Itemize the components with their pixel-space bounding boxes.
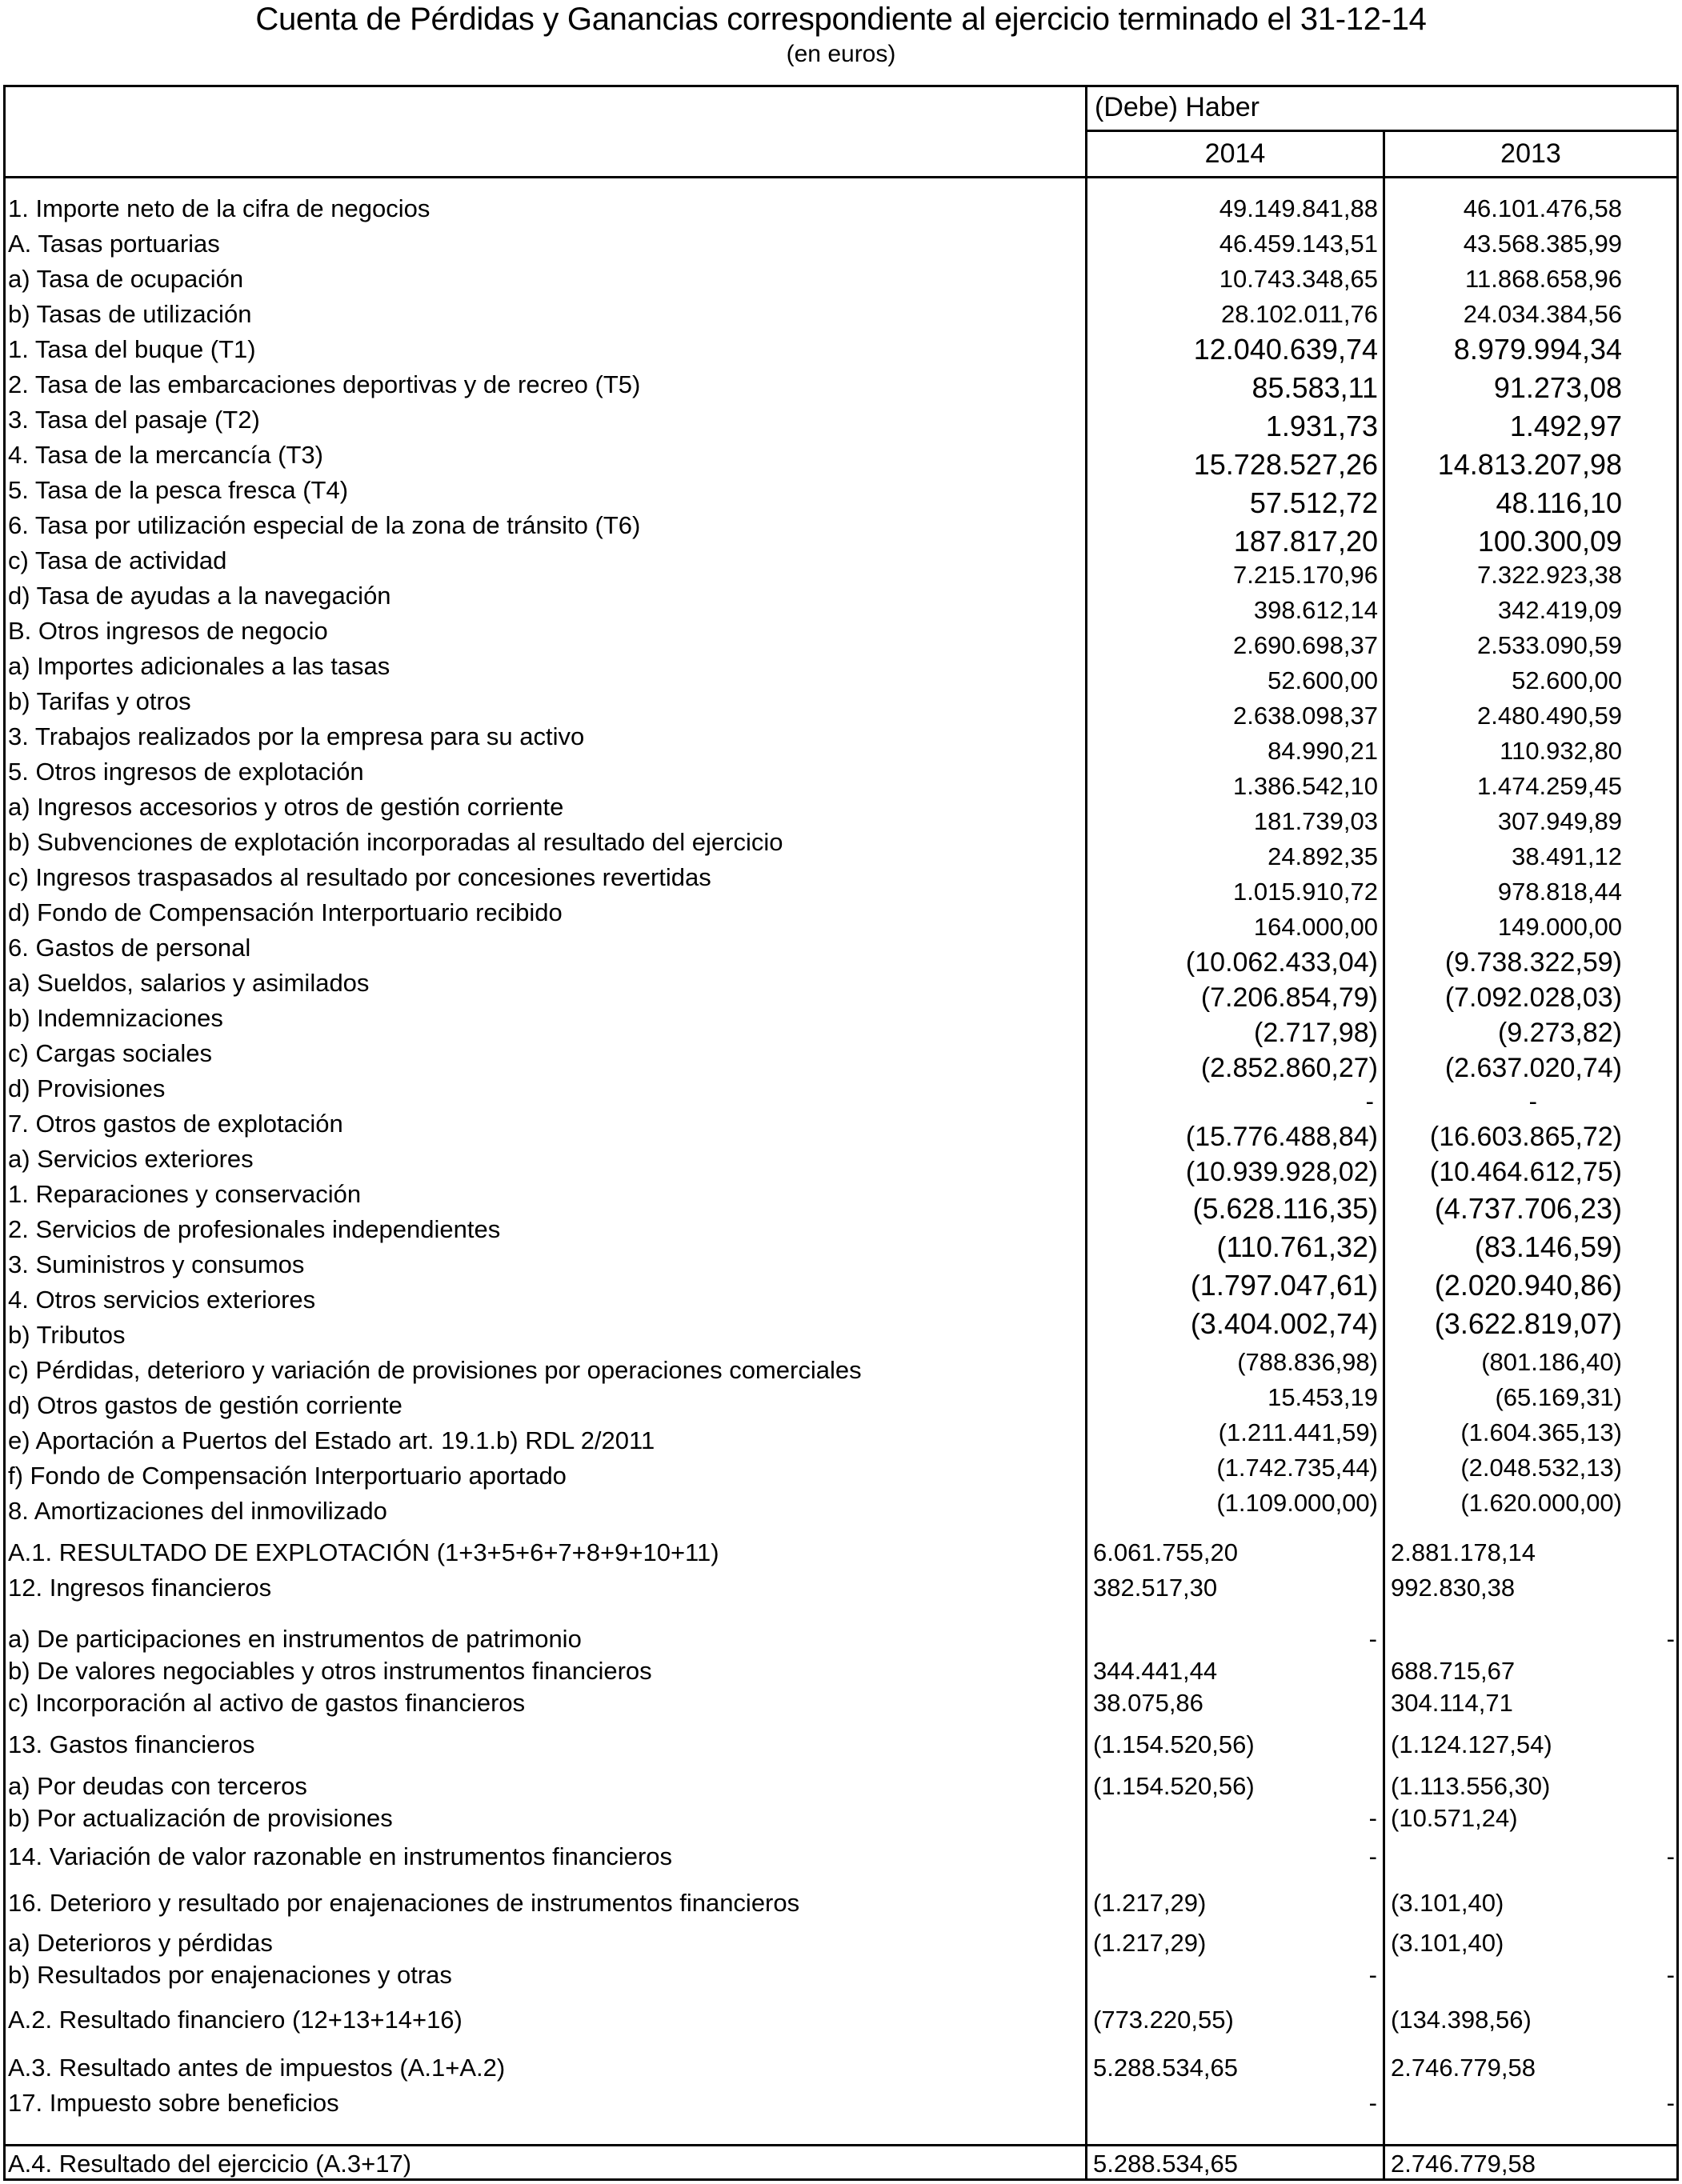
value-2014: - bbox=[1368, 2089, 1377, 2117]
row-label: A.2. Resultado financiero (12+13+14+16) bbox=[8, 2006, 463, 2034]
row-label: a) Sueldos, salarios y asimilados bbox=[8, 969, 370, 997]
row-label: 12. Ingresos financieros bbox=[8, 1574, 272, 1602]
value-2013: 2.746.779,58 bbox=[1391, 2054, 1536, 2082]
row-label: a) Servicios exteriores bbox=[8, 1145, 254, 1173]
value-2014: 49.149.841,88 bbox=[1219, 194, 1378, 222]
row-label: 17. Impuesto sobre beneficios bbox=[8, 2089, 339, 2117]
value-2013: (1.620.000,00) bbox=[1460, 1489, 1622, 1517]
value-2013: 7.322.923,38 bbox=[1476, 561, 1622, 589]
page-title: Cuenta de Pérdidas y Ganancias correspondiente al ejercicio terminado el 31-12-14 bbox=[255, 2, 1427, 37]
row-label: 1. Importe neto de la cifra de negocios bbox=[8, 194, 431, 222]
value-2013: (1.604.365,13) bbox=[1460, 1418, 1622, 1446]
value-2013: (10.464.612,75) bbox=[1429, 1157, 1622, 1187]
value-2013: 43.568.385,99 bbox=[1463, 230, 1622, 258]
row-label: A.3. Resultado antes de impuestos (A.1+A.2) bbox=[8, 2054, 506, 2082]
value-2014: 46.459.143,51 bbox=[1219, 230, 1378, 258]
value-2013: 46.101.476,58 bbox=[1463, 194, 1622, 222]
row-label: A. Tasas portuarias bbox=[8, 230, 220, 258]
value-2013: 38.491,12 bbox=[1512, 842, 1622, 870]
value-2014: (1.217,29) bbox=[1093, 1929, 1207, 1957]
value-2014: - bbox=[1368, 1625, 1377, 1653]
row-label: 5. Otros ingresos de explotación bbox=[8, 758, 364, 786]
value-2013: (10.571,24) bbox=[1391, 1804, 1518, 1832]
header-divider-bottom bbox=[3, 176, 1679, 178]
value-2013: (3.622.819,07) bbox=[1434, 1307, 1622, 1340]
value-2014: 5.288.534,65 bbox=[1093, 2150, 1239, 2178]
row-label: A.1. RESULTADO DE EXPLOTACIÓN (1+3+5+6+7+8+9+10+11) bbox=[8, 1538, 719, 1566]
value-2013: - bbox=[1666, 1842, 1675, 1870]
value-2014: - bbox=[1365, 1087, 1374, 1115]
value-2013: (2.637.020,74) bbox=[1444, 1053, 1622, 1083]
total-row-divider bbox=[3, 2144, 1679, 2146]
row-label: B. Otros ingresos de negocio bbox=[8, 617, 328, 645]
value-2014: 398.612,14 bbox=[1253, 596, 1378, 624]
value-2014: 12.040.639,74 bbox=[1193, 333, 1378, 366]
value-2013: (83.146,59) bbox=[1474, 1230, 1622, 1263]
value-2014: 84.990,21 bbox=[1268, 737, 1378, 765]
row-label: e) Aportación a Puertos del Estado art. 19.1.b) RDL 2/2011 bbox=[8, 1426, 655, 1454]
value-2013: - bbox=[1666, 1625, 1675, 1653]
value-2014: (1.217,29) bbox=[1093, 1889, 1207, 1917]
row-label: d) Provisiones bbox=[8, 1074, 166, 1102]
value-2013: (65.169,31) bbox=[1495, 1383, 1622, 1411]
value-2013: 307.949,89 bbox=[1497, 807, 1622, 835]
value-2013: (4.737.706,23) bbox=[1434, 1192, 1622, 1225]
value-2014: (7.206.854,79) bbox=[1200, 982, 1378, 1013]
value-2014: 28.102.011,76 bbox=[1221, 300, 1378, 328]
value-2013: 978.818,44 bbox=[1497, 878, 1622, 906]
row-label: 4. Otros servicios exteriores bbox=[8, 1286, 316, 1314]
row-label: 7. Otros gastos de explotación bbox=[8, 1110, 343, 1138]
row-label: 5. Tasa de la pesca fresca (T4) bbox=[8, 476, 349, 504]
value-2013: - bbox=[1528, 1087, 1537, 1115]
value-2014: (2.852.860,27) bbox=[1200, 1053, 1378, 1083]
value-2013: 52.600,00 bbox=[1512, 666, 1622, 694]
row-label: c) Cargas sociales bbox=[8, 1039, 212, 1067]
value-2014: (1.742.735,44) bbox=[1216, 1454, 1378, 1482]
header-year-2014: 2014 bbox=[1204, 138, 1266, 169]
row-label: b) Resultados por enajenaciones y otras bbox=[8, 1961, 452, 1989]
value-2013: (7.092.028,03) bbox=[1444, 982, 1622, 1013]
value-2014: (1.109.000,00) bbox=[1216, 1489, 1378, 1517]
value-2013: - bbox=[1666, 2089, 1675, 2117]
row-label: 13. Gastos financieros bbox=[8, 1730, 255, 1758]
row-label: 6. Gastos de personal bbox=[8, 934, 251, 962]
value-2014: 15.728.527,26 bbox=[1193, 448, 1378, 481]
value-2013: (3.101,40) bbox=[1391, 1929, 1504, 1957]
value-2014: (110.761,32) bbox=[1216, 1230, 1378, 1263]
row-label: b) Tributos bbox=[8, 1321, 126, 1349]
value-2014: (2.717,98) bbox=[1254, 1018, 1378, 1048]
value-2013: (134.398,56) bbox=[1391, 2006, 1532, 2034]
row-label: 3. Suministros y consumos bbox=[8, 1250, 305, 1278]
value-2014: 6.061.755,20 bbox=[1093, 1538, 1239, 1566]
value-2014: (773.220,55) bbox=[1093, 2006, 1234, 2034]
value-2014: (5.628.116,35) bbox=[1192, 1192, 1378, 1225]
row-label: b) Tarifas y otros bbox=[8, 687, 191, 715]
value-2014: 187.817,20 bbox=[1233, 525, 1378, 558]
row-label: 3. Tasa del pasaje (T2) bbox=[8, 406, 260, 434]
value-2014: 10.743.348,65 bbox=[1219, 265, 1378, 293]
value-2014: 1.015.910,72 bbox=[1232, 878, 1378, 906]
value-2013: 2.881.178,14 bbox=[1391, 1538, 1536, 1566]
value-2014: 344.441,44 bbox=[1093, 1657, 1218, 1685]
value-2014: (10.062.433,04) bbox=[1185, 947, 1378, 978]
value-2013: 2.746.779,58 bbox=[1391, 2150, 1536, 2178]
row-label: d) Tasa de ayudas a la navegación bbox=[8, 582, 391, 610]
value-2013: 100.300,09 bbox=[1477, 525, 1622, 558]
value-2013: 110.932,80 bbox=[1500, 737, 1622, 765]
value-2013: 1.474.259,45 bbox=[1476, 772, 1622, 800]
value-2013: 149.000,00 bbox=[1497, 913, 1622, 941]
value-2014: 164.000,00 bbox=[1253, 913, 1378, 941]
value-2013: 688.715,67 bbox=[1391, 1657, 1516, 1685]
value-2013: (3.101,40) bbox=[1391, 1889, 1504, 1917]
row-label: d) Fondo de Compensación Interportuario recibido bbox=[8, 898, 563, 926]
row-label: 8. Amortizaciones del inmovilizado bbox=[8, 1497, 387, 1525]
value-2014: (10.939.928,02) bbox=[1185, 1157, 1378, 1187]
value-2013: 24.034.384,56 bbox=[1463, 300, 1622, 328]
row-label: f) Fondo de Compensación Interportuario aportado bbox=[8, 1462, 567, 1490]
row-label: 4. Tasa de la mercancía (T3) bbox=[8, 441, 323, 469]
row-label: c) Incorporación al activo de gastos financieros bbox=[8, 1689, 526, 1717]
value-2013: 8.979.994,34 bbox=[1453, 333, 1622, 366]
value-2014: 52.600,00 bbox=[1268, 666, 1378, 694]
value-2014: 382.517,30 bbox=[1093, 1574, 1218, 1602]
value-2013: (9.738.322,59) bbox=[1444, 947, 1622, 978]
row-label: a) Tasa de ocupación bbox=[8, 265, 244, 293]
value-2014: (1.154.520,56) bbox=[1093, 1730, 1255, 1758]
value-2014: 1.386.542,10 bbox=[1232, 772, 1378, 800]
value-2014: 38.075,86 bbox=[1093, 1689, 1203, 1717]
value-2013: 14.813.207,98 bbox=[1437, 448, 1622, 481]
value-2014: (3.404.002,74) bbox=[1190, 1307, 1378, 1340]
header-group-label: (Debe) Haber bbox=[1095, 92, 1259, 122]
value-2014: 7.215.170,96 bbox=[1232, 561, 1378, 589]
value-2014: (788.836,98) bbox=[1237, 1348, 1378, 1376]
row-label: b) Tasas de utilización bbox=[8, 300, 252, 328]
row-label: c) Ingresos traspasados al resultado por concesiones revertidas bbox=[8, 863, 711, 891]
value-2013: 304.114,71 bbox=[1391, 1689, 1513, 1717]
row-label: c) Tasa de actividad bbox=[8, 546, 227, 574]
row-label: 14. Variación de valor razonable en instrumentos financieros bbox=[8, 1842, 673, 1870]
value-2013: (9.273,82) bbox=[1498, 1018, 1622, 1048]
row-label: c) Pérdidas, deterioro y variación de provisiones por operaciones comerciales bbox=[8, 1356, 862, 1384]
row-label: a) Por deudas con terceros bbox=[8, 1772, 307, 1800]
row-label: a) Deterioros y pérdidas bbox=[8, 1929, 273, 1957]
row-label: 3. Trabajos realizados por la empresa para su activo bbox=[8, 722, 585, 750]
row-label: b) De valores negociables y otros instrumentos financieros bbox=[8, 1657, 652, 1685]
value-2014: 181.739,03 bbox=[1253, 807, 1378, 835]
value-2014: 5.288.534,65 bbox=[1093, 2054, 1239, 2082]
row-label: a) Ingresos accesorios y otros de gestión corriente bbox=[8, 793, 564, 821]
row-label: 16. Deterioro y resultado por enajenaciones de instrumentos financieros bbox=[8, 1889, 800, 1917]
value-2013: 1.492,97 bbox=[1509, 410, 1622, 442]
header-divider-group bbox=[1085, 130, 1679, 132]
value-2014: 24.892,35 bbox=[1268, 842, 1378, 870]
row-label: A.4. Resultado del ejercicio (A.3+17) bbox=[8, 2150, 412, 2178]
row-label: b) Indemnizaciones bbox=[8, 1004, 223, 1032]
row-label: 1. Reparaciones y conservación bbox=[8, 1180, 362, 1208]
value-2014: 2.690.698,37 bbox=[1232, 631, 1378, 659]
value-2013: - bbox=[1666, 1961, 1675, 1989]
row-label: d) Otros gastos de gestión corriente bbox=[8, 1391, 402, 1419]
value-2013: (1.124.127,54) bbox=[1391, 1730, 1552, 1758]
value-2013: 91.273,08 bbox=[1493, 371, 1622, 404]
value-2013: 48.116,10 bbox=[1496, 486, 1622, 519]
row-label: 6. Tasa por utilización especial de la zona de tránsito (T6) bbox=[8, 511, 641, 539]
header-year-2013: 2013 bbox=[1500, 138, 1561, 169]
row-label: 1. Tasa del buque (T1) bbox=[8, 335, 256, 363]
value-2014: (1.154.520,56) bbox=[1093, 1772, 1255, 1800]
value-2014: 85.583,11 bbox=[1251, 371, 1378, 404]
value-2014: - bbox=[1368, 1804, 1377, 1832]
row-label: a) Importes adicionales a las tasas bbox=[8, 652, 390, 680]
value-2014: 57.512,72 bbox=[1249, 486, 1378, 519]
value-2014: 1.931,73 bbox=[1265, 410, 1378, 442]
row-label: b) Subvenciones de explotación incorporadas al resultado del ejercicio bbox=[8, 828, 783, 856]
value-2013: (2.048.532,13) bbox=[1460, 1454, 1622, 1482]
value-2014: - bbox=[1368, 1961, 1377, 1989]
value-2013: (801.186,40) bbox=[1481, 1348, 1622, 1376]
value-2013: 2.533.090,59 bbox=[1476, 631, 1622, 659]
value-2013: (2.020.940,86) bbox=[1434, 1269, 1622, 1302]
value-2014: - bbox=[1368, 1842, 1377, 1870]
value-2013: 2.480.490,59 bbox=[1476, 702, 1622, 730]
value-2014: 2.638.098,37 bbox=[1232, 702, 1378, 730]
value-2013: (16.603.865,72) bbox=[1429, 1122, 1622, 1152]
row-label: a) De participaciones en instrumentos de patrimonio bbox=[8, 1625, 582, 1653]
page-subtitle: (en euros) bbox=[786, 41, 896, 67]
value-2013: 11.868.658,96 bbox=[1465, 265, 1622, 293]
value-2013: 992.830,38 bbox=[1391, 1574, 1516, 1602]
row-label: 2. Servicios de profesionales independientes bbox=[8, 1215, 501, 1243]
value-2014: (1.211.441,59) bbox=[1218, 1418, 1378, 1446]
value-2013: (1.113.556,30) bbox=[1391, 1772, 1551, 1800]
value-2013: 342.419,09 bbox=[1497, 596, 1622, 624]
value-2014: 15.453,19 bbox=[1268, 1383, 1378, 1411]
value-2014: (1.797.047,61) bbox=[1190, 1269, 1378, 1302]
value-2014: (15.776.488,84) bbox=[1185, 1122, 1378, 1152]
row-label: b) Por actualización de provisiones bbox=[8, 1804, 393, 1832]
row-label: 2. Tasa de las embarcaciones deportivas y de recreo (T5) bbox=[8, 370, 641, 398]
